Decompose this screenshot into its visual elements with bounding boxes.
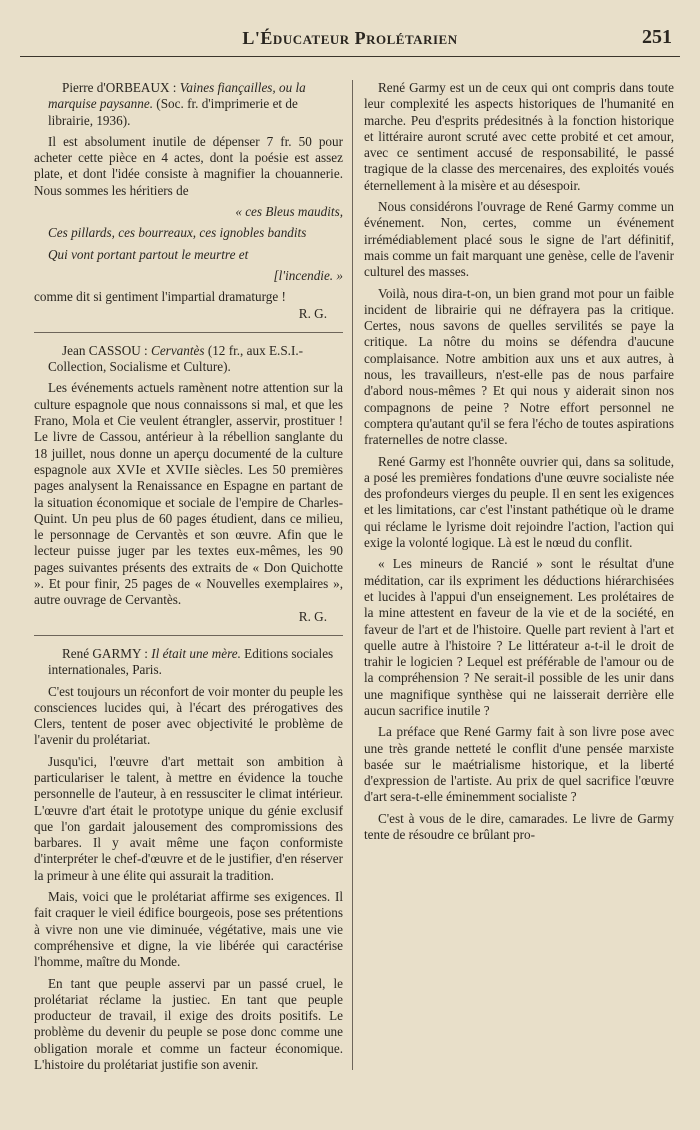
review-paragraph: Mais, voici que le prolétariat affirme ses exigences. Il fait craquer le vieil édifice bourgeois, pose ses prétentions à vivre non une vie diminuée, végétative, mais une vie compréhensive et digne, la vie libérée qui caractérise l'homme, maître du Monde. [34, 889, 343, 970]
review-garmy [34, 646, 343, 1073]
review-paragraph: Nous considérons l'ouvrage de René Garmy comme un événement. Non, certes, comme un événement irrémédiablement placé sous le signe de l'art définitif, mais comme un fait marquant une genèse, celle de l'avenir culturel des masses. [364, 199, 674, 280]
review-cassou [34, 343, 343, 625]
review-heading [34, 343, 343, 376]
review-heading [34, 646, 343, 679]
quote-line: « ces Bleus maudits, [235, 204, 343, 220]
quote-line: [l'incendie. » [273, 267, 343, 283]
review-paragraph: La préface que René Garmy fait à son livre pose avec une très grande netteté le conflit d'une pensée marxiste basée sur le maétrialisme historique, et la liberté d'expression de l'artiste. Au prix de quel sacrifice l'œuvre d'art sera-t-elle éminemment socialiste ? [364, 724, 674, 805]
page-number: 251 [642, 26, 672, 48]
review-signature: R. G. [298, 608, 327, 624]
left-column [34, 80, 343, 1083]
review-author: Jean CASSOU : [62, 342, 148, 358]
review-paragraph: Jusqu'ici, l'œuvre d'art mettait son ambition à particulariser le talent, à mettre en évidence la touche personnelle de l'auteur, à en ressusciter le climat intérieur. L'œuvre d'art était le prototype unique du génie exclusif que l'on gardait jalousement des compromissions des barbares. Il y avait même une façon conformiste d'interpréter le chef-d'œuvre et de le justifier, d'en réserver la primeur à une élite qui assurait la tradition. [34, 753, 343, 883]
review-paragraph: Il est absolument inutile de dépenser 7 fr. 50 pour acheter cette pièce en 4 actes, dont la poésie est assez plate, et dont l'idée consiste à magnifier la chouannerie. Nous sommes les héritiers de [34, 133, 343, 198]
review-paragraph: Les événements actuels ramènent notre attention sur la culture espagnole que nous connaissons si mal, et que les Frano, Mola et Cie veulent étrangler, asservir, prostituer ! Le livre de Cassou, antérieur à la rébellion sanglante du 18 juillet, nous donne un aperçu documenté de la culture espagnole aux XVIe et XVIIe siècles. Les 50 premières pages analysent la Renaissance en Espagne en partant de la situation économique et sociale de l'empire de Charles-Quint. Un peu plus de 60 pages étudient, dans ce milieu, le personnage de Cervantès et son œuvre. Afin que le lecteur puisse juger par les textes eux-mêmes, les 90 pages suivantes présents des extraits de « Don Quichotte ». Et pour finir, 25 pages de « Nouvelles exemplaires », autre ouvrage de Cervantès. [34, 380, 343, 608]
page-header [20, 26, 680, 57]
column-divider [352, 80, 353, 1070]
review-publisher: (Soc. fr. d'imprimerie et de librairie, 1936). [48, 96, 298, 128]
review-publisher: Editions sociales internationales, Paris. [48, 645, 334, 678]
journal-title: L'Éducateur Prolétarien [242, 28, 458, 48]
section-divider [34, 332, 343, 333]
review-paragraph: En tant que peuple asservi par un passé cruel, le prolétariat réclame la justiec. En tant que peuple producteur de travail, il exige des droits positifs. Le problème du devenir du peuple se pose donc comme une obligation morale et comme un facteur économique. L'histoire du prolétariat justifie son avenir. [34, 975, 343, 1073]
quote-line: Ces pillards, ces bourreaux, ces ignobles bandits [48, 225, 307, 241]
review-paragraph: René Garmy est l'honnête ouvrier qui, dans sa solitude, a posé les premières fondations d'une œuvre socialiste née des profondeurs vierges du peuple. Il en sent les exigences et les limitations, car c'est l'instant pathétique où le drame qui réclame le lyrisme doit rejoindre l'action, l'action qui exige la volonté logique. Là est le nœud du conflit. [364, 453, 674, 551]
review-title: Il était une mère. [151, 645, 241, 661]
review-publisher: (12 fr., aux E.S.I.- Collection, Socialisme et Culture). [48, 342, 304, 375]
right-column [364, 80, 674, 848]
review-paragraph: comme dit si gentiment l'impartial dramaturge ! [34, 289, 286, 305]
review-orbeaux [34, 80, 343, 322]
review-title: Vaines fiançailles, ou la marquise paysanne. [48, 80, 306, 112]
review-author: Pierre d'ORBEAUX : [62, 80, 177, 95]
review-paragraph: C'est toujours un réconfort de voir monter du peuple les consciences lucides qui, à l'écart des prérogatives des Clers, tentent de poser avec objectivité le problème de l'avenir du prolétariat. [34, 683, 343, 748]
review-paragraph: Voilà, nous dira-t-on, un bien grand mot pour un faible incident de librairie qui ne défrayera pas la critique. Certes, nous savons de quelles servilités se paye la critique. La nôtre du moins se défendra d'aucune complaisance. Notre ambition aux uns et aux autres, à nous, les travailleurs, n'est-elle pas de nous parfaire d'abord nous-mêmes ? Et qui nous y aiderait sinon nos compagnons de peine ? Notre effort personnel ne comptera qu'autant qu'il se fera l'écho de toutes aspirations fraternelles de notre classe. [364, 285, 674, 448]
review-paragraph: René Garmy est un de ceux qui ont compris dans toute leur complexité les aspects historiques de l'humanité en marche. Peu d'esprits prédesitnés à la fonction historique et littéraire auront scruté avec cette probité et cet amour, avec ce sentiment accusé de responsabilité, le passé tragique de la classe des mercenaires, des exploités voués éternellement à la misère et au désespoir. [364, 80, 674, 193]
quote-line: Qui vont portant partout le meurtre et [48, 246, 249, 262]
review-heading [34, 80, 343, 129]
review-title: Cervantès [151, 342, 205, 358]
review-author: René GARMY : [62, 645, 148, 661]
review-paragraph: « Les mineurs de Rancié » sont le résultat d'une méditation, car ils expriment les déductions hiérarchisées et lucides à l'appui d'un enseignement. Les prolétaires de la mine attestent en faveur de la vie et de la société, en faveur de l'art et de l'histoire. Quelle part revient à l'art et quelle autre à l'histoire ? Le littérateur a-t-il le droit de trahir le logicien ? Lequel est préférable de l'amour ou de la compréhension ? Ne serait-il possible de les unir dans une magnifique synthèse qui ne laisserait derrière elle aucun sacrifice inutile ? [364, 556, 674, 718]
review-signature: R. G. [298, 305, 327, 321]
section-divider [34, 635, 343, 636]
review-paragraph: C'est à vous de le dire, camarades. Le livre de Garmy tente de résoudre ce brûlant pro- [364, 810, 674, 843]
